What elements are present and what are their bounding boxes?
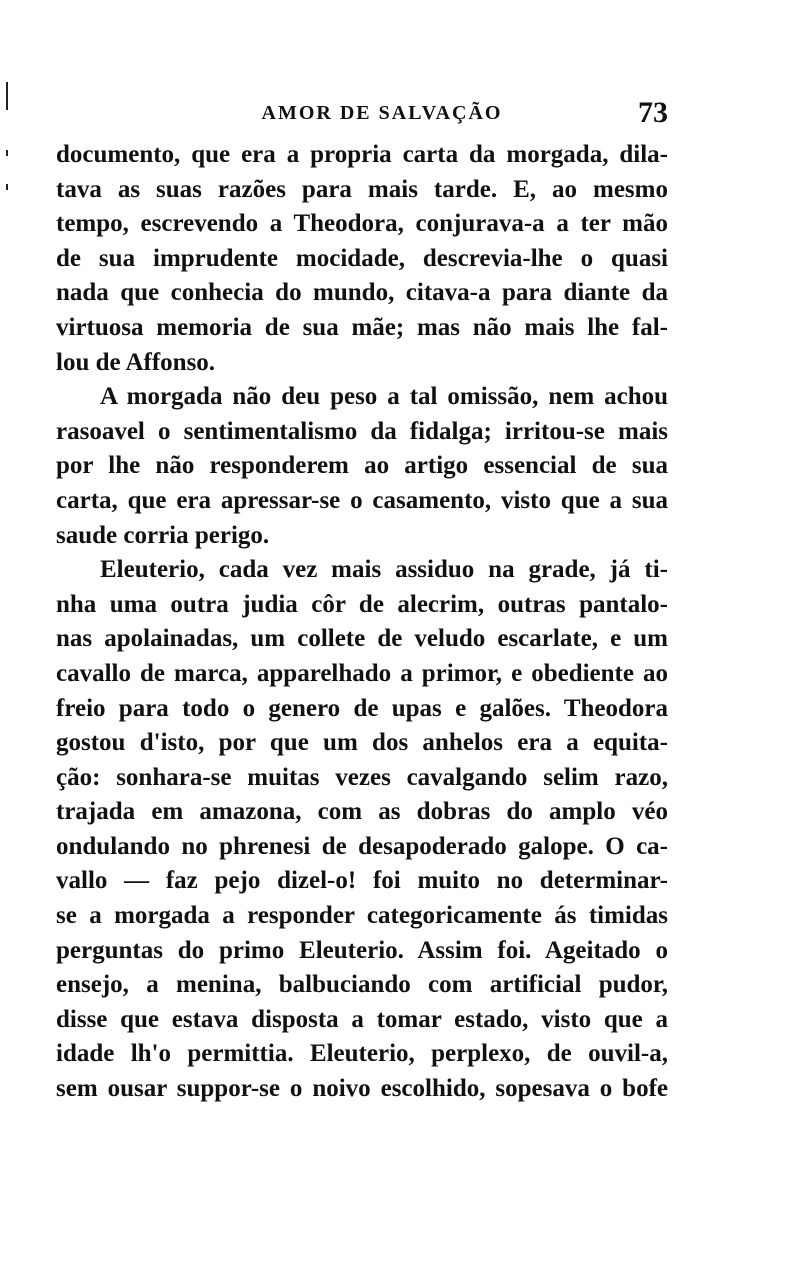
- page-body: [56, 138, 668, 1107]
- text-line: rasoavel o sentimentalismo da fidalga; irritou-se mais: [56, 417, 668, 445]
- scan-margin-mark: [6, 150, 8, 156]
- text-line: ção: sonhara-se muitas vezes cavalgando selim razo,: [56, 763, 668, 791]
- text-line: Eleuterio, cada vez mais assiduo na grade, já ti-: [100, 556, 668, 584]
- text-line: nas apolainadas, um collete de veludo escarlate, e um: [56, 625, 668, 653]
- text-line: nha uma outra judia côr de alecrim, outras pantalo-: [56, 590, 668, 618]
- text-line: tava as suas razões para mais tarde. E, ao mesmo: [56, 175, 668, 203]
- text-line: virtuosa memoria de sua mãe; mas não mais lhe fal-: [56, 313, 668, 341]
- text-line: saude corria perigo.: [56, 521, 270, 549]
- text-line: ondulando no phrenesi de desapoderado galope. O ca-: [56, 832, 668, 860]
- text-line: trajada em amazona, com as dobras do amplo véo: [56, 798, 668, 826]
- text-line: lou de Affonso.: [56, 348, 216, 376]
- running-title: AMOR DE SALVAÇÃO: [261, 102, 503, 124]
- text-line: freio para todo o genero de upas e galões. Theodora: [56, 694, 668, 722]
- text-line: se a morgada a responder categoricamente ás timidas: [56, 902, 668, 930]
- text-line: vallo — faz pejo dizel-o! foi muito no determinar-: [56, 867, 668, 895]
- page-number: 73: [638, 96, 668, 129]
- text-line: disse que estava disposta a tomar estado, visto que a: [56, 1005, 668, 1033]
- text-line: gostou d'isto, por que um dos anhelos era a equita-: [56, 729, 668, 757]
- text-line: sem ousar suppor-se o noivo escolhido, sopesava o bofe: [56, 1075, 668, 1103]
- text-line: carta, que era apressar-se o casamento, visto que a sua: [56, 486, 668, 514]
- text-line: tempo, escrevendo a Theodora, conjurava-a a ter mão: [56, 210, 668, 238]
- text-line: por lhe não responderem ao artigo essencial de sua: [56, 452, 668, 480]
- text-line: de sua imprudente mocidade, descrevia-lhe o quasi: [56, 244, 668, 272]
- text-line: documento, que era a propria carta da morgada, dila-: [56, 141, 668, 168]
- page-header: [56, 96, 668, 136]
- text-line: A morgada não deu peso a tal omissão, nem achou: [100, 383, 668, 411]
- text-line: ensejo, a menina, balbuciando com artificial pudor,: [56, 971, 668, 999]
- text-line: perguntas do primo Eleuterio. Assim foi. Ageitado o: [56, 936, 668, 964]
- text-line: idade lh'o permittia. Eleuterio, perplexo, de ouvil-a,: [56, 1040, 668, 1068]
- scan-margin-mark: [6, 184, 8, 190]
- text-line: cavallo de marca, apparelhado a primor, e obediente ao: [56, 659, 668, 687]
- scan-margin-mark: [6, 82, 8, 110]
- text-line: nada que conhecia do mundo, citava-a para diante da: [56, 279, 668, 307]
